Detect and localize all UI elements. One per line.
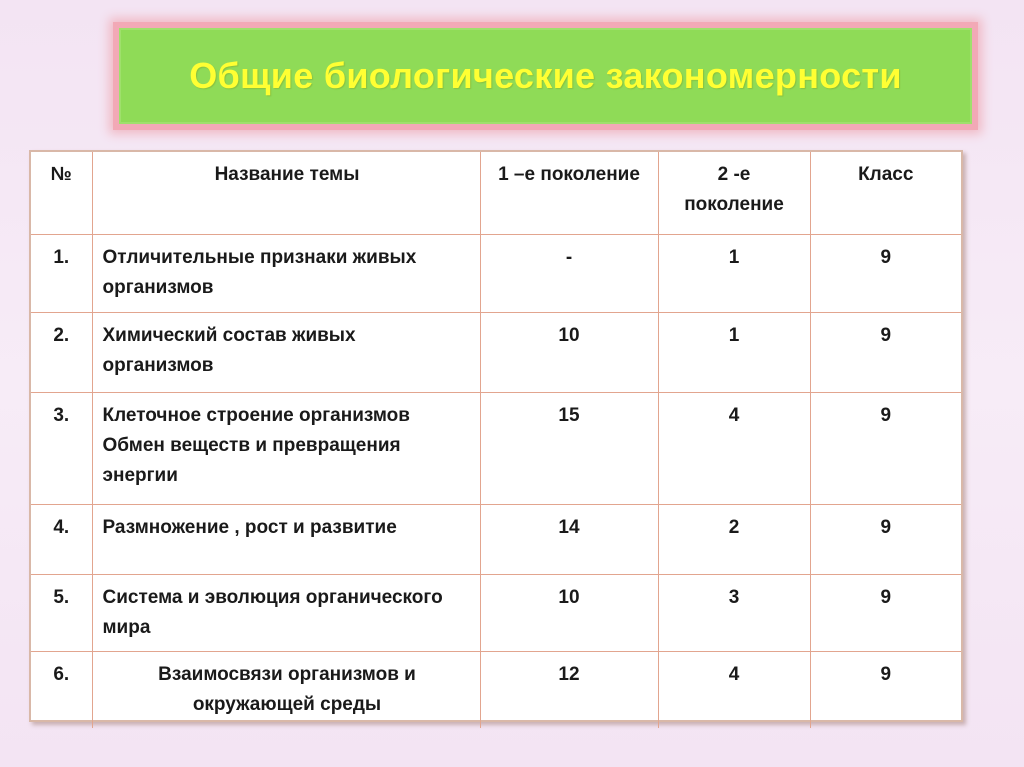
row-gen2: 4 <box>658 651 810 728</box>
row-class: 9 <box>810 312 961 392</box>
header-topic-name: Название темы <box>92 152 480 234</box>
slide-title: Общие биологические закономерности <box>189 55 902 96</box>
row-gen1: - <box>480 234 658 312</box>
row-gen2: 4 <box>658 392 810 504</box>
row-number: 2. <box>31 312 92 392</box>
row-topic: Взаимосвязи организмов и окружающей среды <box>92 651 480 728</box>
row-gen2: 1 <box>658 234 810 312</box>
row-topic: Система и эволюция органического мира <box>92 574 480 651</box>
table-row <box>31 312 961 392</box>
table-row <box>31 504 961 574</box>
row-topic: Химический состав живых организмов <box>92 312 480 392</box>
row-number: 5. <box>31 574 92 651</box>
topics-table <box>31 152 961 728</box>
row-gen2: 1 <box>658 312 810 392</box>
table-row <box>31 234 961 312</box>
row-number: 6. <box>31 651 92 728</box>
row-gen2: 2 <box>658 504 810 574</box>
row-class: 9 <box>810 234 961 312</box>
table-row <box>31 651 961 728</box>
row-gen1: 14 <box>480 504 658 574</box>
table-row <box>31 574 961 651</box>
row-number: 4. <box>31 504 92 574</box>
row-topic: Отличительные признаки живых организмов <box>92 234 480 312</box>
row-gen2: 3 <box>658 574 810 651</box>
title-banner <box>113 22 978 130</box>
row-class: 9 <box>810 504 961 574</box>
row-class: 9 <box>810 392 961 504</box>
row-gen1: 12 <box>480 651 658 728</box>
table-row <box>31 392 961 504</box>
row-gen1: 10 <box>480 312 658 392</box>
row-gen1: 15 <box>480 392 658 504</box>
table-header-row <box>31 152 961 234</box>
row-gen1: 10 <box>480 574 658 651</box>
row-topic: Клеточное строение организмов Обмен веществ и превращения энергии <box>92 392 480 504</box>
row-number: 1. <box>31 234 92 312</box>
topics-table-container <box>29 150 963 722</box>
row-class: 9 <box>810 574 961 651</box>
header-class: Класс <box>810 152 961 234</box>
row-class: 9 <box>810 651 961 728</box>
row-topic: Размножение , рост и развитие <box>92 504 480 574</box>
header-first-generation: 1 –е поколение <box>480 152 658 234</box>
header-second-generation: 2 -е поколение <box>658 152 810 234</box>
header-number: № <box>50 164 72 185</box>
row-number: 3. <box>31 392 92 504</box>
